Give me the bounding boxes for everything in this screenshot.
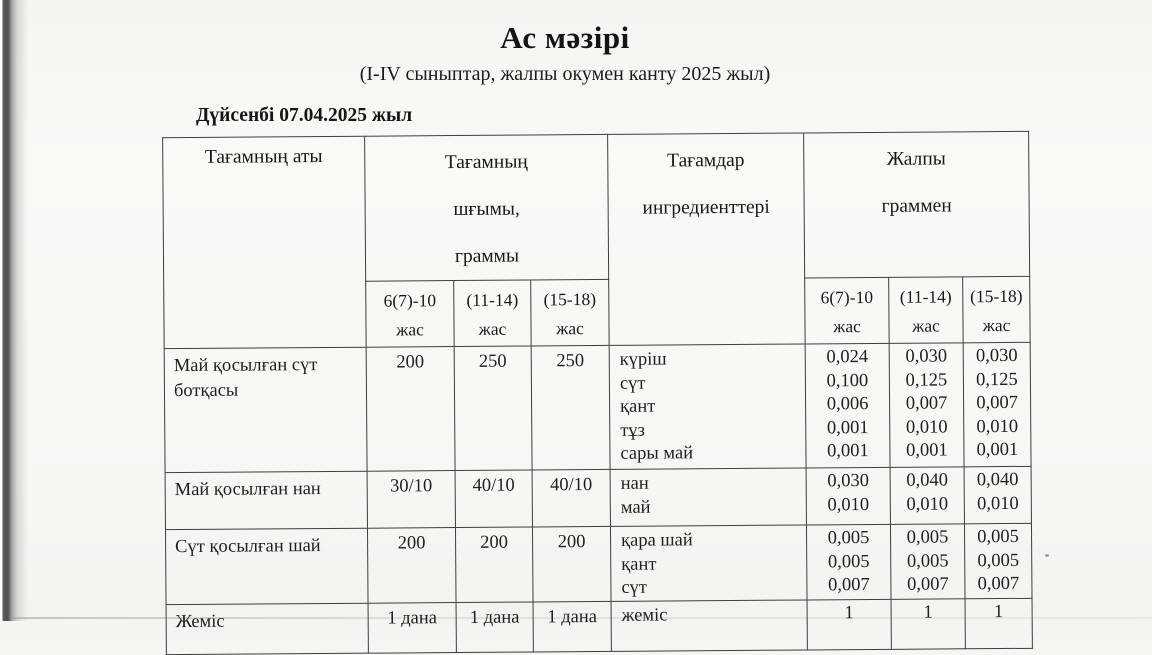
dish-row	[164, 342, 1031, 472]
age-group-grams-1: 6(7)-10 жас	[805, 277, 889, 344]
header-total-grams-label: Жалпы граммен	[881, 148, 952, 217]
portion-value-cell: 200	[366, 347, 455, 472]
header-ingredients-label: Тағамдар ингредиенттері	[642, 149, 770, 219]
document-subtitle: (I-IV сыныптар, жалпы окумен канту 2025 жыл)	[359, 63, 771, 85]
header-total-grams	[804, 131, 1030, 278]
grams-value-cell: 0,030 0,010	[806, 467, 890, 525]
age-group-grams-3: (15-18) жас	[963, 276, 1031, 342]
grams-value-cell: 0,005 0,005 0,007	[964, 523, 1032, 598]
grams-value-cell: 0,005 0,005 0,007	[890, 524, 965, 599]
age-group-portion-1: 6(7)-10 жас	[366, 281, 454, 348]
grams-value-cell: 1	[965, 598, 1032, 648]
document-title: Ас мәзірі	[500, 20, 630, 55]
portion-value-cell: 40/10	[532, 469, 610, 527]
dish-row	[165, 523, 1032, 604]
portion-value-cell: 200	[455, 527, 533, 602]
dish-name-cell: Жеміс	[166, 603, 368, 654]
dish-row	[166, 598, 1032, 654]
grams-value-cell: 0,040 0,010	[890, 467, 964, 525]
header-portion-label: Тағамның шғымы, граммы	[444, 151, 528, 268]
portion-value-cell: 200	[532, 526, 611, 601]
age-group-grams-2: (11-14) жас	[889, 277, 963, 344]
scan-artifact-dot	[1045, 554, 1049, 557]
grams-value-cell: 1	[807, 599, 891, 650]
grams-value-cell: 1	[891, 598, 965, 649]
title-block	[100, 20, 1030, 86]
header-dish-name: Тағамның аты	[163, 136, 367, 348]
scan-edge-left	[0, 0, 28, 621]
ingredients-cell: жеміс	[611, 599, 807, 650]
grams-value-cell: 0,030 0,125 0,007 0,010 0,001	[963, 342, 1031, 466]
header-portion	[365, 134, 609, 281]
dish-name-cell: Май қосылған сүт ботқасы	[164, 347, 367, 472]
dish-name-cell: Сүт қосылған шай	[165, 528, 368, 604]
grams-value-cell: 0,040 0,010	[964, 466, 1031, 523]
portion-value-cell: 1 дана	[533, 601, 611, 652]
header-ingredients	[608, 133, 806, 345]
grams-value-cell: 0,024 0,100 0,006 0,001 0,001	[805, 343, 890, 468]
portion-value-cell: 250	[531, 345, 610, 470]
portion-value-cell: 200	[367, 528, 456, 603]
dish-row	[165, 466, 1031, 529]
grams-value-cell: 0,030 0,125 0,007 0,010 0,001	[889, 343, 964, 468]
portion-value-cell: 1 дана	[456, 601, 533, 652]
date-line: Дүйсенбі 07.04.2025 жыл	[196, 105, 413, 126]
age-group-portion-2: (11-14) жас	[454, 280, 531, 347]
ingredients-cell: күріш сүт қант тұз сары май	[609, 344, 806, 469]
portion-value-cell: 1 дана	[368, 602, 456, 653]
age-group-portion-3: (15-18) жас	[531, 279, 609, 346]
dish-name-cell: Май қосылған нан	[165, 471, 367, 529]
menu-table-wrapper	[162, 131, 1034, 655]
ingredients-cell: нан май	[610, 468, 806, 526]
portion-value-cell: 40/10	[455, 470, 532, 528]
table-header-row	[163, 131, 1030, 282]
menu-table	[162, 131, 1033, 655]
ingredients-cell: қара шай қант сүт	[610, 525, 807, 601]
portion-value-cell: 30/10	[367, 471, 455, 529]
grams-value-cell: 0,005 0,005 0,007	[806, 524, 891, 599]
portion-value-cell: 250	[454, 346, 532, 471]
